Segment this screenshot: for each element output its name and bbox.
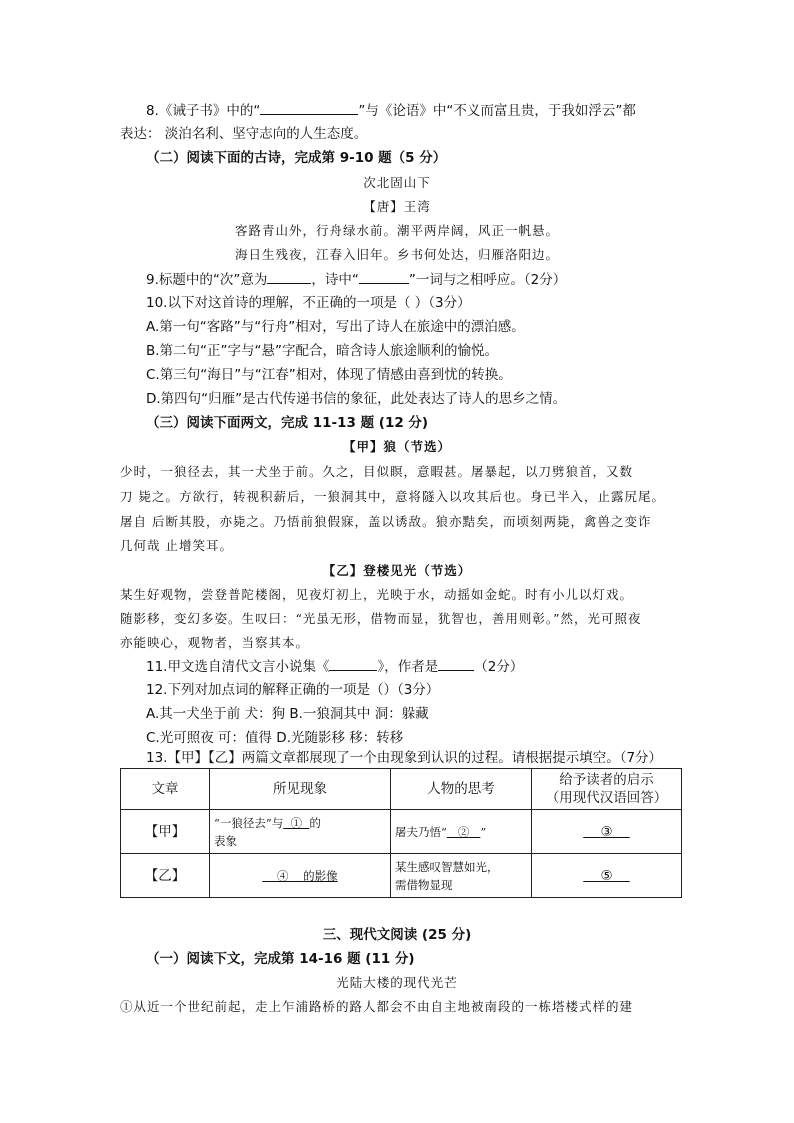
modern-paragraph-1: ①从近一个世纪前起，走上乍浦路桥的路人都会不由自主地被南段的一栋塔楼式样的建	[120, 999, 634, 1014]
row-a-thinking: 屠夫乃悟“ ② ”	[391, 810, 532, 854]
q8-blank[interactable]	[260, 100, 358, 115]
part-three-heading: 三、现代文阅读 (25 分)	[322, 927, 472, 943]
q12-stem: 12.下列对加点词的解释正确的一项是（）（3分）	[146, 682, 440, 698]
text-a-line-1: 少时，一狼径去，其一犬坐于前。久之，目似瞑，意暇甚。屠暴起，以刀劈狼首，又数	[120, 464, 634, 479]
q10-option-a: A.第一句“客路”与“行舟”相对，写出了诗人在旅途中的漂泊感。	[146, 319, 525, 335]
text-b-line-3: 亦能映心，观物者，当察其本。	[120, 635, 310, 650]
poem-title: 次北固山下	[363, 175, 431, 190]
text-b-line-1: 某生好观物，尝登普陀楼阁，见夜灯初上，光映于水，动摇如金蛇。时有小儿以灯戏。	[120, 587, 634, 602]
text-a-line-2: 刀 毙之。方欲行，转视积薪后，一狼洞其中，意将隧入以攻其后也。身已半入，止露尻尾。	[120, 489, 665, 504]
section-heading-poem: （二）阅读下面的古诗，完成第 9-10 题（5 分）	[146, 150, 447, 166]
q11-blank-1[interactable]	[329, 656, 377, 671]
q9-blank-2[interactable]	[359, 269, 409, 284]
q10-stem: 10.以下对这首诗的理解，不正确的一项是（ ）（3分）	[146, 295, 471, 311]
q12-row-1: A.其一犬坐于前 犬：狗 B.一狼洞其中 洞：躲藏	[146, 706, 429, 722]
header-insight: 给予读者的启示 （用现代汉语回答）	[532, 769, 682, 810]
poem-author: 【唐】王湾	[363, 199, 431, 214]
q12-row-2: C.光可照夜 可：值得 D.光随影移 移：转移	[146, 730, 404, 746]
q9: 9.标题中的“次”意为 ，诗中“ ”一词与之相呼应。（2分）	[146, 269, 566, 290]
blank-1[interactable]: ①	[290, 815, 303, 830]
row-a-insight[interactable]: ③	[532, 810, 682, 854]
modern-title: 光陆大楼的现代光芒	[336, 975, 458, 990]
row-a-phenomenon: “一狼径去”与 ① 的 表象	[210, 810, 391, 854]
q10-option-c: C.第三句“海日”与“江春”相对，体现了情感由喜到忧的转换。	[146, 367, 512, 383]
row-a-label: 【甲】	[121, 810, 210, 854]
row-b-thinking: 某生感叹智慧如光， 需借物显现	[391, 854, 532, 898]
text-b-line-2: 随影移，变幻多姿。生叹曰：“光虽无形，借物而显，犹智也，善用则彰。”然，光可照夜	[120, 611, 642, 626]
header-phenomenon: 所见现象	[210, 769, 391, 810]
poem-line-1: 客路青山外，行舟绿水前。潮平两岸阔，风正一帆悬。	[234, 223, 559, 238]
blank-2[interactable]: ②	[457, 824, 470, 839]
q11-blank-2[interactable]	[438, 656, 474, 671]
text-a-title: 【甲】狼（节选）	[342, 439, 451, 454]
q11: 11.甲文选自清代文言小说集《 》，作者是 （2分）	[146, 656, 523, 677]
header-article: 文章	[121, 769, 210, 810]
poem-line-2: 海日生残夜，江春入旧年。乡书何处达，归雁洛阳边。	[234, 247, 559, 262]
q10-option-b: B.第二句“正”字与“悬”字配合，暗含诗人旅途顺利的愉悦。	[146, 343, 499, 359]
q13-stem: 13.【甲】【乙】两篇文章都展现了一个由现象到认识的过程。请根据提示填空。（7分）	[146, 750, 663, 766]
q13-table	[120, 768, 682, 898]
section-heading-modern: （一）阅读下文，完成第 14-16 题 (11 分)	[146, 951, 415, 967]
q10-option-d: D.第四句“归雁”是古代传递书信的象征，此处表达了诗人的思乡之情。	[146, 391, 567, 407]
section-heading-classical: （三）阅读下面两文，完成 11-13 题 (12 分)	[146, 415, 429, 431]
text-b-title: 【乙】登楼见光（节选）	[322, 563, 472, 578]
row-b-insight[interactable]: ⑤	[532, 854, 682, 898]
row-b-phenomenon: ④ 的影像	[210, 854, 391, 898]
header-thinking: 人物的思考	[391, 769, 532, 810]
row-b-label: 【乙】	[121, 854, 210, 898]
q8-line1: 8.《诫子书》中的“ ”与《论语》中“不义而富且贵，于我如浮云”都	[146, 100, 636, 121]
table-row	[121, 810, 682, 854]
q9-blank-1[interactable]	[267, 269, 311, 284]
q8-line2: 表达： 淡泊名利、坚守志向的人生态度。	[120, 126, 368, 142]
table-header-row	[121, 769, 682, 810]
text-a-line-4: 几何哉 止增笑耳。	[120, 538, 233, 553]
text-a-line-3: 屠自 后断其股，亦毙之。乃悟前狼假寐，盖以诱敌。狼亦黠矣，而顷刻两毙，禽兽之变诈	[120, 514, 652, 529]
table-row	[121, 854, 682, 898]
